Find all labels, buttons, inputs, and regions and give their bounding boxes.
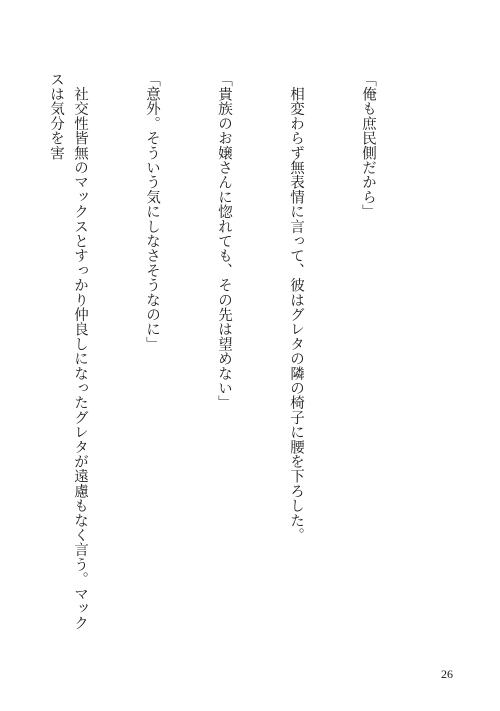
vertical-text-column [48, 72, 428, 632]
text-line: 「貴族のお嬢さんに惚れても、その先は望めない」 [216, 72, 232, 411]
text-line: 「俺も庶民側だから」 [360, 72, 376, 219]
text-line: 「意外。そういう気にしなさそうなのに」 [144, 72, 160, 352]
text-line: 相変わらず無表情に言って、彼はグレタの隣の椅子に腰を下ろした。 [288, 72, 304, 543]
page-body [48, 72, 428, 632]
text-line: 社交性皆無のマックスとすっかり仲良しになったグレタが遠慮もなく言う。マックスは気分を害 [48, 72, 88, 631]
page-number: 26 [441, 667, 453, 681]
